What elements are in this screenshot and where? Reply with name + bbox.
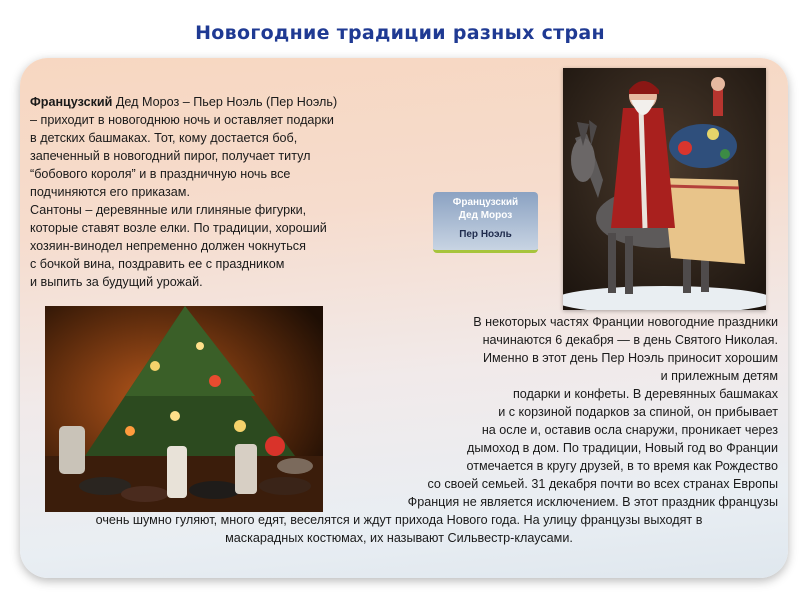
body-line: Именно в этот день Пер Ноэль приносит хорошим [482, 351, 778, 365]
intro-text-run: хозяин-винодел непременно должен чокнуться [30, 239, 306, 253]
body-line: и прилежным детям [660, 369, 778, 383]
body-line: дымоход в дом. По традиции, Новый год во Франции [467, 441, 778, 455]
body-line: со своей семьей. 31 декабря почти во всех странах Европы [427, 477, 778, 491]
intro-text-run: подчиняются его приказам. [30, 185, 190, 199]
body-line: на осле и, оставив осла снаружи, проникает через [481, 423, 778, 437]
body-line: очень шумно гуляют, много едят, веселятся и ждут прихода Нового года. На улицу французы выходят в [95, 513, 703, 527]
intro-line [30, 129, 410, 147]
body-line: начинаются 6 декабря — в день Святого Николая. [482, 333, 778, 347]
intro-text-run: в детских башмаках. Тот, кому достается боб, [30, 131, 298, 145]
intro-line [30, 219, 410, 237]
intro-line [30, 93, 410, 111]
intro-line [30, 183, 410, 201]
intro-line [30, 111, 410, 129]
body-line: и с корзиной подарков за спиной, он прибывает [498, 405, 778, 419]
intro-line [30, 273, 410, 291]
intro-line [30, 165, 410, 183]
intro-text-run: запеченный в новогодний пирог, получает титул [30, 149, 311, 163]
intro-text-run: Сантоны – деревянные или глиняные фигурки, [30, 203, 307, 217]
intro-line [30, 237, 410, 255]
page-title: Новогодние традиции разных стран [195, 22, 605, 44]
caption-line-3: Пер Ноэль [459, 229, 512, 240]
intro-text-run: и выпить за будущий урожай. [30, 275, 203, 289]
intro-text [30, 93, 410, 291]
caption-line-1: Французский [452, 197, 519, 208]
intro-text-run: “бобового короля” и в праздничную ночь все [30, 167, 291, 181]
santa-donkey-image [563, 68, 766, 310]
intro-line [30, 147, 410, 165]
body-text [20, 313, 778, 547]
intro-text-run: Дед Мороз – Пьер Ноэль (Пер Ноэль) [112, 95, 338, 109]
intro-text-run: – приходит в новогоднюю ночь и оставляет подарки [30, 113, 334, 127]
body-line: отмечается в кругу друзей, в то время как Рождество [466, 459, 778, 473]
intro-text-run: которые ставят возле елки. По традиции, хороший [30, 221, 327, 235]
body-line: В некоторых частях Франции новогодние праздники [473, 315, 778, 329]
body-line: подарки и конфеты. В деревянных башмаках [512, 387, 778, 401]
intro-bold: Французский [30, 95, 113, 109]
caption-box [433, 192, 538, 253]
body-line: Франция не является исключением. В этот праздник французы [407, 495, 778, 509]
intro-line [30, 201, 410, 219]
intro-line [30, 255, 410, 273]
intro-text-run: с бочкой вина, поздравить ее с праздником [30, 257, 285, 271]
body-line: маскарадных костюмах, их называют Сильвестр-клаусами. [225, 531, 573, 545]
caption-line-2: Дед Мороз [458, 210, 513, 221]
